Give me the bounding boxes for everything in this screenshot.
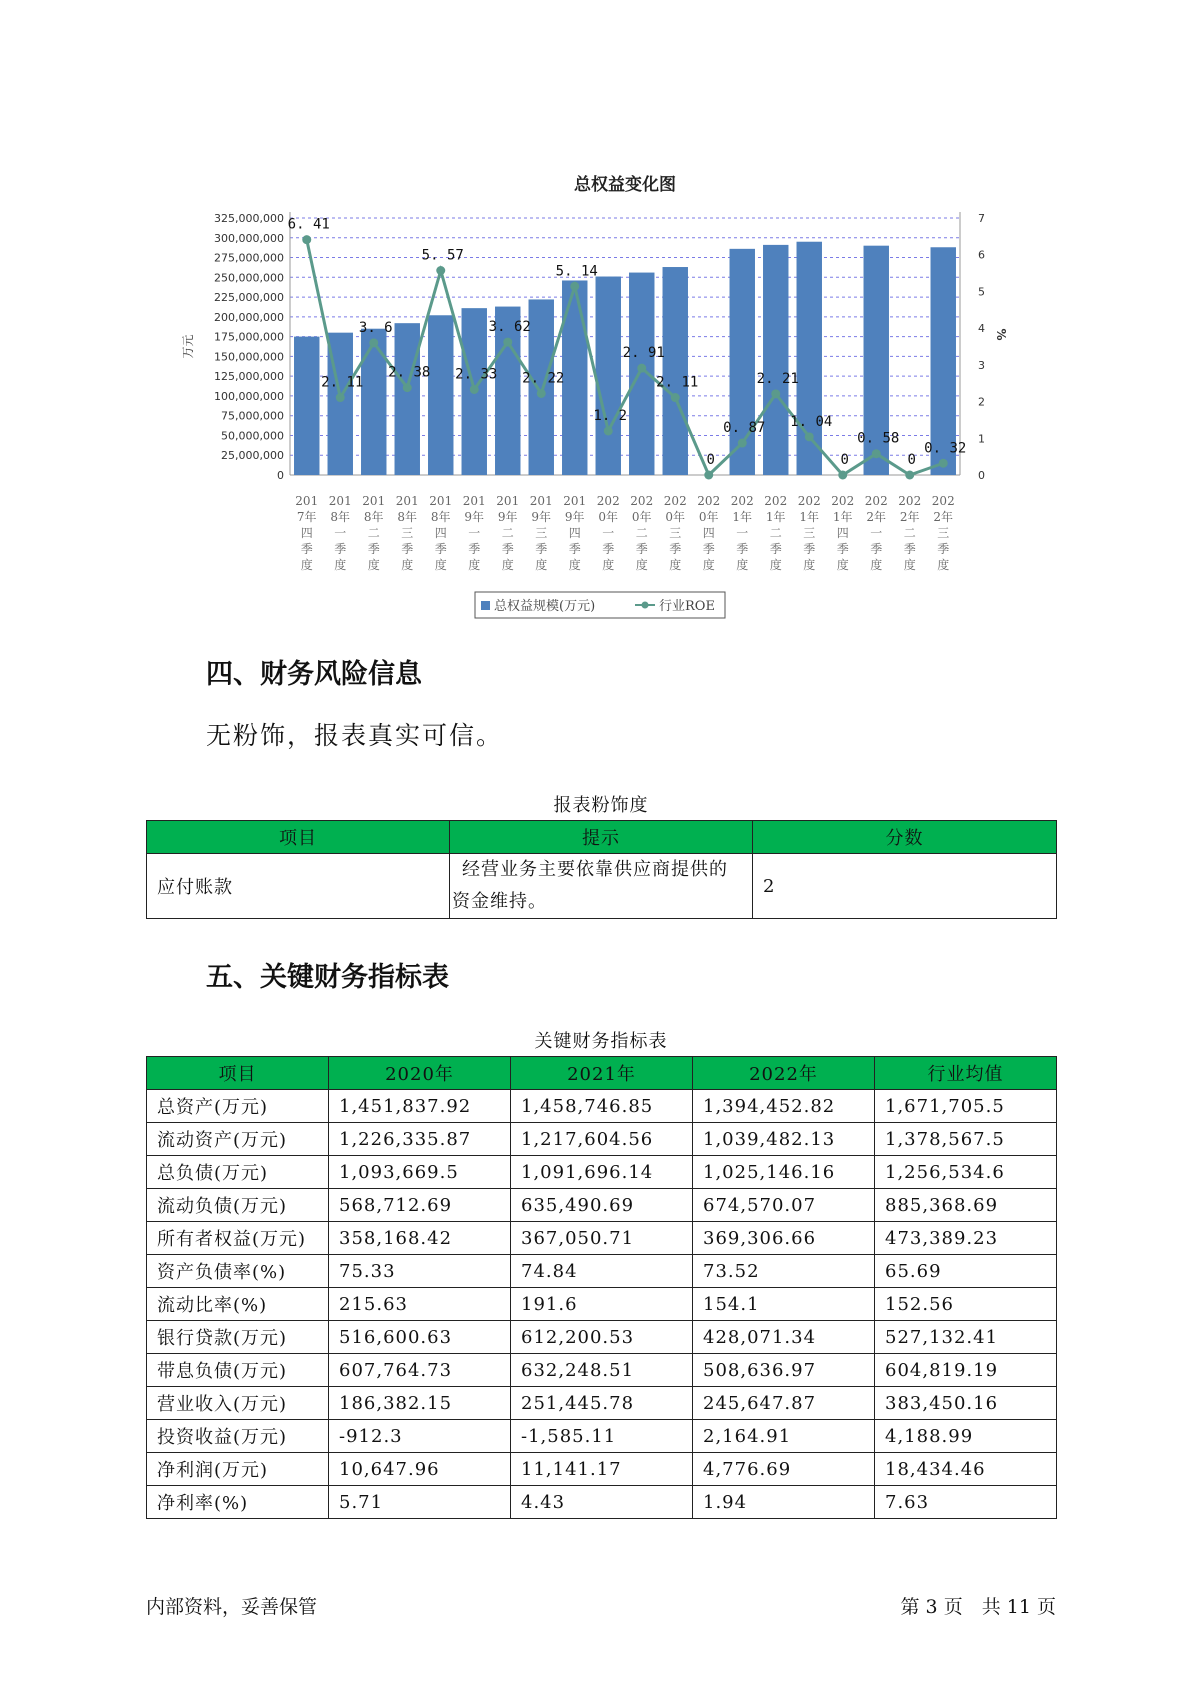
roe-data-label: 0 [840,452,849,468]
x-tick-label: 季 [736,542,749,556]
x-tick-label: 一 [468,526,481,540]
x-tick-label: 三 [535,526,548,540]
value-2020-cell: 186,382.15 [329,1387,511,1420]
x-tick-label: 201 [563,494,587,508]
value-2021-cell: 367,050.71 [511,1222,693,1255]
y-tick-label: 0 [277,469,284,482]
x-tick-label: 1年 [799,510,820,524]
x-tick-label: 度 [501,558,514,572]
metrics-table-caption: 关键财务指标表 [534,1031,668,1052]
y2-tick-label: 2 [978,395,985,409]
x-tick-label: 季 [635,542,648,556]
x-tick-label: 度 [702,558,715,572]
table-row [147,1321,1057,1354]
y2-tick-label: 5 [978,285,985,299]
industry-avg-cell: 473,389.23 [875,1222,1057,1255]
footer-page-number: 3 [925,1596,938,1618]
footer-page-prefix: 第 [900,1596,920,1618]
x-tick-label: 度 [836,558,849,572]
table-row [147,1387,1057,1420]
y2-tick-label: 7 [978,212,985,225]
table-row [147,1090,1057,1123]
value-2021-cell: 635,490.69 [511,1189,693,1222]
footer-page-indicator [900,1592,1056,1619]
roe-point [470,385,479,394]
value-2020-cell: 516,600.63 [329,1321,511,1354]
x-tick-label: 季 [401,542,414,556]
x-tick-label: 2年 [866,510,887,524]
roe-data-label: 3. 62 [488,319,531,336]
y-axis-label: 万元 [181,334,195,359]
industry-avg-cell: 1,256,534.6 [875,1156,1057,1189]
x-tick-label: 0年 [698,510,719,524]
table-row [147,1420,1057,1453]
equity-chart-svg [150,160,1050,620]
risk-item-cell: 应付账款 [147,854,450,919]
value-2022-cell: 674,570.07 [693,1189,875,1222]
metrics-header-industry-avg: 行业均值 [875,1057,1057,1090]
x-tick-label: 202 [898,494,922,508]
roe-data-label: 2. 33 [455,366,498,383]
section-heading-key-metrics: 五、关键财务指标表 [206,962,449,993]
value-2022-cell: 245,647.87 [693,1387,875,1420]
metric-name-cell: 净利率(%) [147,1486,329,1519]
x-tick-label: 2年 [933,510,954,524]
legend-bar-label: 总权益规模(万元) [494,599,596,614]
x-tick-label: 三 [669,526,682,540]
x-tick-label: 度 [602,558,615,572]
y-tick-label: 200,000,000 [214,310,284,324]
risk-hint-cell: 经营业务主要依靠供应商提供的资金维持。 [450,854,753,919]
x-tick-label: 一 [602,526,615,540]
x-tick-label: 季 [769,542,782,556]
bar [529,299,554,475]
roe-data-label: 0. 87 [723,420,766,437]
value-2020-cell: -912.3 [329,1420,511,1453]
bar [562,280,587,475]
value-2022-cell: 1.94 [693,1486,875,1519]
x-tick-label: 三 [937,526,950,540]
x-tick-label: 度 [769,558,782,572]
legend-line-marker [642,602,649,609]
x-tick-label: 201 [328,494,352,508]
metric-name-cell: 所有者权益(万元) [147,1222,329,1255]
value-2022-cell: 369,306.66 [693,1222,875,1255]
x-tick-label: 季 [870,542,883,556]
industry-avg-cell: 18,434.46 [875,1453,1057,1486]
roe-point [872,449,881,458]
metric-name-cell: 净利润(万元) [147,1453,329,1486]
x-tick-label: 一 [870,526,883,540]
x-tick-label: 1年 [765,510,786,524]
table-row [147,1486,1057,1519]
footer-confidential-note: 内部资料，妥善保管 [146,1596,318,1618]
x-tick-label: 季 [367,542,380,556]
x-tick-label: 度 [870,558,883,572]
roe-data-label: 3. 6 [358,319,393,336]
industry-avg-cell: 527,132.41 [875,1321,1057,1354]
metrics-header-2020: 2020年 [329,1057,511,1090]
roe-data-label: 2. 38 [388,364,431,381]
x-tick-label: 0年 [665,510,686,524]
risk-table [146,820,1057,919]
x-tick-label: 四 [300,526,313,540]
x-tick-label: 8年 [330,510,351,524]
metric-name-cell: 总资产(万元) [147,1090,329,1123]
table-row [147,1123,1057,1156]
metric-name-cell: 流动负债(万元) [147,1189,329,1222]
table-row [147,854,1057,919]
table-row [147,1288,1057,1321]
x-tick-label: 季 [702,542,715,556]
roe-data-label: 0 [706,452,715,468]
x-tick-label: 9年 [497,510,518,524]
x-tick-label: 二 [769,526,782,540]
x-tick-label: 201 [429,494,453,508]
value-2021-cell: 11,141.17 [511,1453,693,1486]
x-tick-label: 202 [730,494,754,508]
value-2020-cell: 10,647.96 [329,1453,511,1486]
bar [596,277,621,475]
y-tick-label: 25,000,000 [221,449,284,463]
roe-point [671,393,680,402]
x-tick-label: 二 [903,526,916,540]
x-tick-label: 度 [535,558,548,572]
roe-point [302,235,311,244]
x-tick-label: 8年 [430,510,451,524]
roe-data-label: 1. 04 [790,413,833,430]
industry-avg-cell: 152.56 [875,1288,1057,1321]
value-2020-cell: 75.33 [329,1255,511,1288]
industry-avg-cell: 1,671,705.5 [875,1090,1057,1123]
roe-point [604,426,613,435]
bar [663,267,688,475]
x-tick-label: 季 [568,542,581,556]
x-tick-label: 0年 [598,510,619,524]
value-2020-cell: 607,764.73 [329,1354,511,1387]
x-tick-label: 202 [831,494,855,508]
x-tick-label: 度 [803,558,816,572]
value-2020-cell: 1,226,335.87 [329,1123,511,1156]
roe-point [838,471,847,480]
value-2021-cell: -1,585.11 [511,1420,693,1453]
value-2022-cell: 1,039,482.13 [693,1123,875,1156]
y2-tick-label: 3 [978,358,985,372]
x-tick-label: 2年 [899,510,920,524]
y-tick-label: 325,000,000 [214,212,284,225]
value-2021-cell: 1,458,746.85 [511,1090,693,1123]
industry-avg-cell: 1,378,567.5 [875,1123,1057,1156]
value-2022-cell: 73.52 [693,1255,875,1288]
industry-avg-cell: 4,188.99 [875,1420,1057,1453]
value-2022-cell: 2,164.91 [693,1420,875,1453]
roe-point [570,282,579,291]
metric-name-cell: 总负债(万元) [147,1156,329,1189]
value-2021-cell: 612,200.53 [511,1321,693,1354]
value-2021-cell: 1,091,696.14 [511,1156,693,1189]
x-tick-label: 季 [903,542,916,556]
risk-header-item: 项目 [147,821,450,854]
y-tick-label: 300,000,000 [214,231,284,245]
roe-data-label: 2. 11 [656,374,699,391]
y2-tick-label: 0 [978,469,985,482]
value-2022-cell: 508,636.97 [693,1354,875,1387]
x-tick-label: 度 [434,558,447,572]
y-tick-label: 100,000,000 [214,389,284,403]
x-tick-label: 度 [367,558,380,572]
value-2021-cell: 191.6 [511,1288,693,1321]
metric-name-cell: 营业收入(万元) [147,1387,329,1420]
x-tick-label: 度 [903,558,916,572]
risk-header-score: 分数 [753,821,1057,854]
bar [395,323,420,475]
y-tick-label: 50,000,000 [221,429,284,443]
x-tick-label: 季 [937,542,950,556]
equity-chart [150,160,1050,620]
risk-header-hint: 提示 [450,821,753,854]
y-tick-label: 125,000,000 [214,370,284,384]
x-tick-label: 季 [803,542,816,556]
x-tick-label: 7年 [296,510,317,524]
table-row [147,1354,1057,1387]
x-tick-label: 度 [300,558,313,572]
x-tick-label: 1年 [832,510,853,524]
section-heading-financial-risk: 四、财务风险信息 [206,659,422,690]
metric-name-cell: 流动资产(万元) [147,1123,329,1156]
value-2022-cell: 428,071.34 [693,1321,875,1354]
roe-point [738,439,747,448]
x-tick-label: 季 [501,542,514,556]
metrics-header-2021: 2021年 [511,1057,693,1090]
chart-title: 总权益变化图 [574,175,676,195]
roe-data-label: 2. 11 [321,374,364,391]
x-tick-label: 202 [630,494,654,508]
x-tick-label: 202 [931,494,955,508]
y2-tick-label: 4 [978,322,985,336]
roe-point [369,338,378,347]
x-tick-label: 度 [334,558,347,572]
table-row [147,1156,1057,1189]
metrics-header-2022: 2022年 [693,1057,875,1090]
value-2021-cell: 1,217,604.56 [511,1123,693,1156]
x-tick-label: 季 [535,542,548,556]
roe-data-label: 0. 58 [857,430,900,447]
x-tick-label: 202 [596,494,620,508]
x-tick-label: 季 [300,542,313,556]
x-tick-label: 季 [669,542,682,556]
roe-data-label: 5. 57 [421,247,464,264]
industry-avg-cell: 65.69 [875,1255,1057,1288]
metric-name-cell: 带息负债(万元) [147,1354,329,1387]
x-tick-label: 度 [937,558,950,572]
x-tick-label: 8年 [363,510,384,524]
value-2022-cell: 1,025,146.16 [693,1156,875,1189]
metrics-table-header-row [147,1057,1057,1090]
y-tick-label: 75,000,000 [221,409,284,423]
roe-point [939,459,948,468]
legend-line-label: 行业ROE [659,599,715,614]
value-2022-cell: 4,776.69 [693,1453,875,1486]
x-tick-label: 四 [836,526,849,540]
x-tick-label: 202 [663,494,687,508]
roe-data-label: 2. 22 [522,370,565,387]
footer-page-total: 11 [1006,1596,1031,1618]
industry-avg-cell: 604,819.19 [875,1354,1057,1387]
risk-score-cell: 2 [753,854,1057,919]
roe-point [771,389,780,398]
table-row [147,1255,1057,1288]
y2-axis-label: % [994,328,1008,341]
x-tick-label: 201 [362,494,386,508]
roe-data-label: 6. 41 [287,216,330,233]
x-tick-label: 三 [401,526,414,540]
bar [428,315,453,475]
x-tick-label: 季 [334,542,347,556]
x-tick-label: 度 [736,558,749,572]
roe-point [704,471,713,480]
industry-avg-cell: 885,368.69 [875,1189,1057,1222]
x-tick-label: 8年 [397,510,418,524]
x-tick-label: 度 [468,558,481,572]
x-tick-label: 四 [568,526,581,540]
x-tick-label: 一 [736,526,749,540]
bar [763,245,788,475]
x-tick-label: 季 [836,542,849,556]
x-tick-label: 9年 [464,510,485,524]
value-2020-cell: 1,451,837.92 [329,1090,511,1123]
value-2020-cell: 358,168.42 [329,1222,511,1255]
x-tick-label: 202 [697,494,721,508]
x-tick-label: 二 [367,526,380,540]
metric-name-cell: 投资收益(万元) [147,1420,329,1453]
x-tick-label: 9年 [564,510,585,524]
value-2020-cell: 568,712.69 [329,1189,511,1222]
risk-table-header-row [147,821,1057,854]
table-row [147,1222,1057,1255]
metric-name-cell: 银行贷款(万元) [147,1321,329,1354]
metric-name-cell: 流动比率(%) [147,1288,329,1321]
x-tick-label: 201 [462,494,486,508]
x-tick-label: 度 [401,558,414,572]
bar [294,337,319,475]
roe-data-label: 1. 2 [593,407,628,424]
footer-page-mid: 页 共 [943,1596,1001,1618]
roe-data-label: 0 [907,452,916,468]
y2-tick-label: 1 [978,432,985,446]
risk-table-caption: 报表粉饰度 [553,795,649,816]
y-tick-label: 150,000,000 [214,350,284,364]
roe-data-label: 5. 14 [555,263,598,280]
x-tick-label: 四 [702,526,715,540]
footer-page-suffix: 页 [1036,1596,1056,1618]
risk-summary-text: 无粉饰，报表真实可信。 [206,721,504,750]
x-tick-label: 202 [797,494,821,508]
x-tick-label: 201 [295,494,319,508]
y-tick-label: 275,000,000 [214,251,284,265]
roe-point [336,393,345,402]
x-tick-label: 201 [496,494,520,508]
metric-name-cell: 资产负债率(%) [147,1255,329,1288]
x-tick-label: 度 [669,558,682,572]
x-tick-label: 二 [501,526,514,540]
x-tick-label: 季 [434,542,447,556]
x-tick-label: 二 [635,526,648,540]
table-row [147,1453,1057,1486]
metrics-table [146,1056,1057,1519]
x-tick-label: 202 [864,494,888,508]
roe-point [537,389,546,398]
value-2020-cell: 5.71 [329,1486,511,1519]
roe-point [805,432,814,441]
roe-data-label: 2. 21 [756,370,799,387]
roe-data-label: 2. 91 [622,345,665,362]
industry-avg-cell: 383,450.16 [875,1387,1057,1420]
x-tick-label: 度 [635,558,648,572]
x-tick-label: 三 [803,526,816,540]
value-2021-cell: 74.84 [511,1255,693,1288]
x-tick-label: 201 [395,494,419,508]
x-tick-label: 一 [334,526,347,540]
x-tick-label: 度 [568,558,581,572]
x-tick-label: 季 [468,542,481,556]
industry-avg-cell: 7.63 [875,1486,1057,1519]
value-2021-cell: 4.43 [511,1486,693,1519]
roe-point [503,338,512,347]
y-tick-label: 175,000,000 [214,330,284,344]
table-row [147,1189,1057,1222]
value-2021-cell: 251,445.78 [511,1387,693,1420]
roe-data-label: 0. 32 [924,440,967,457]
bar [629,273,654,475]
value-2022-cell: 1,394,452.82 [693,1090,875,1123]
y-tick-label: 250,000,000 [214,271,284,285]
x-tick-label: 季 [602,542,615,556]
y-tick-label: 225,000,000 [214,291,284,305]
x-tick-label: 四 [434,526,447,540]
bar [361,329,386,475]
roe-point [403,383,412,392]
legend-bar-swatch [481,601,490,610]
x-tick-label: 201 [529,494,553,508]
x-tick-label: 1年 [732,510,753,524]
x-tick-label: 0年 [631,510,652,524]
x-tick-label: 202 [764,494,788,508]
y2-tick-label: 6 [978,248,985,262]
x-tick-label: 9年 [531,510,552,524]
value-2020-cell: 215.63 [329,1288,511,1321]
value-2022-cell: 154.1 [693,1288,875,1321]
roe-point [905,471,914,480]
value-2021-cell: 632,248.51 [511,1354,693,1387]
metrics-header-item: 项目 [147,1057,329,1090]
roe-point [436,266,445,275]
roe-point [637,364,646,373]
value-2020-cell: 1,093,669.5 [329,1156,511,1189]
